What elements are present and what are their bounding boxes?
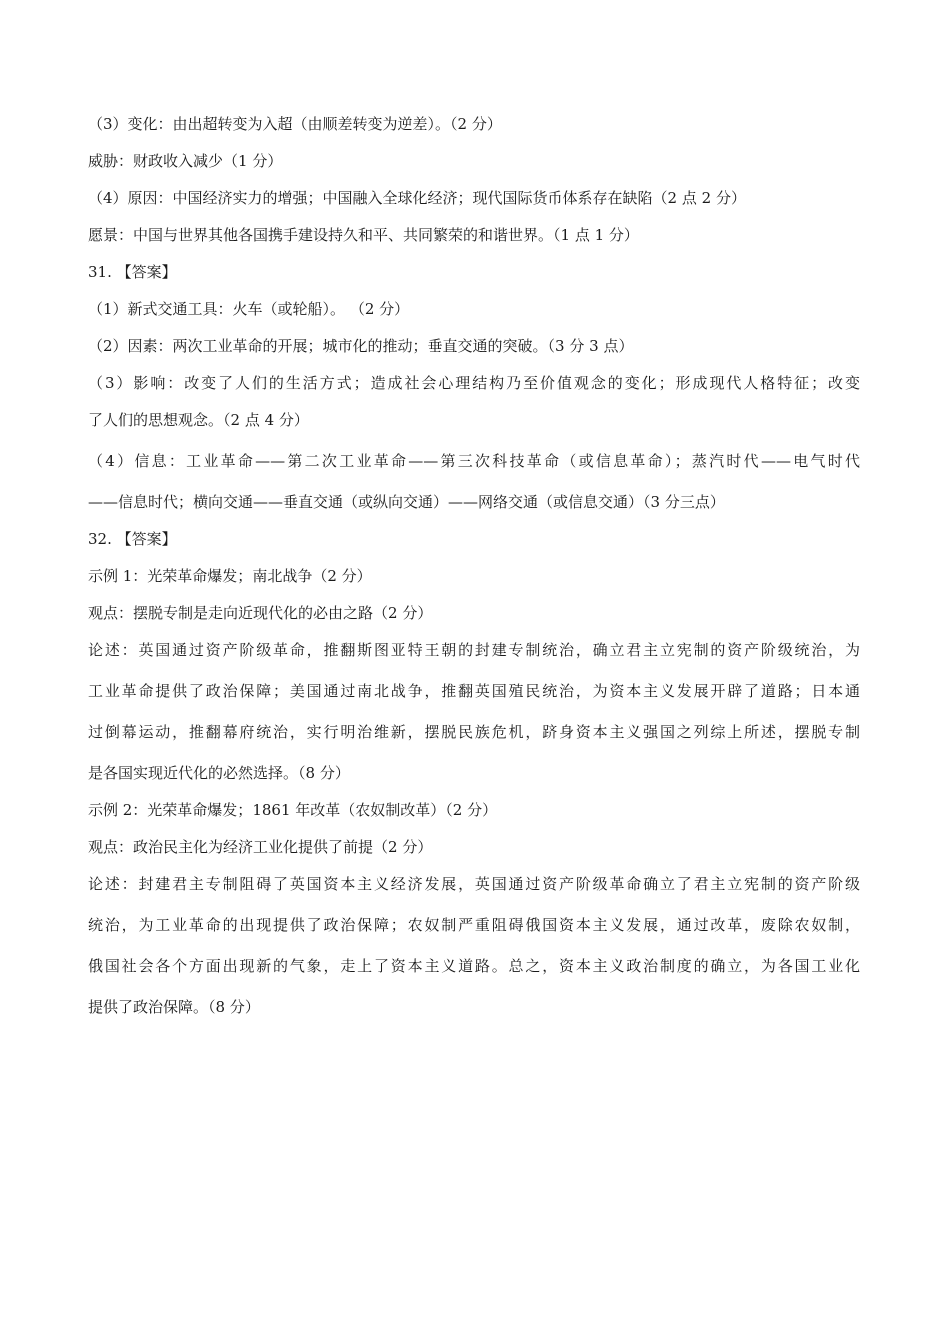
q32-example2-viewpoint: 观点：政治民主化为经济工业化提供了前提（2 分） [88,838,433,856]
q30-4-reason: （4）原因：中国经济实力的增强；中国融入全球化经济；现代国际货币体系存在缺陷（2 点 2 分） [88,189,746,207]
q31-2-factors: （2）因素：两次工业革命的开展；城市化的推动；垂直交通的突破。（3 分 3 点） [88,337,634,355]
q30-4-vision: 愿景：中国与世界其他各国携手建设持久和平、共同繁荣的和谐世界。（1 点 1 分） [88,226,639,244]
q32-example1-viewpoint: 观点：摆脱专制是走向近现代化的必由之路（2 分） [88,604,433,622]
q32-example2-argument-line4: 提供了政治保障。（8 分） [88,998,260,1016]
q32-example2: 示例 2：光荣革命爆发；1861 年改革（农奴制改革）（2 分） [88,801,498,819]
q30-3-change: （3）变化：由出超转变为入超（由顺差转变为逆差）。（2 分） [88,115,502,133]
answer-content [88,114,860,1017]
q31-4-info-line1: （4）信息：工业革命——第二次工业革命——第三次科技革命（或信息革命）；蒸汽时代——电气时代 [88,452,860,470]
q31-3-impact-line2: 了人们的思想观念。（2 点 4 分） [88,411,309,429]
q32-example1-argument-line3: 过倒幕运动，推翻幕府统治，实行明治维新，摆脱民族危机，跻身资本主义强国之列综上所述，摆脱专制 [88,723,860,741]
q30-3-threat: 威胁：财政收入减少（1 分） [88,152,283,170]
q31-4-info-line2: ——信息时代；横向交通——垂直交通（或纵向交通）——网络交通（或信息交通）（3 分三点） [88,493,725,511]
q32-example1: 示例 1：光荣革命爆发；南北战争（2 分） [88,567,372,585]
q32-example1-argument-line4: 是各国实现近代化的必然选择。（8 分） [88,764,350,782]
q31-1-transport: （1）新式交通工具：火车（或轮船）。 （2 分） [88,300,410,318]
q31-3-impact-line1: （3）影响：改变了人们的生活方式；造成社会心理结构乃至价值观念的变化；形成现代人格特征；改变 [88,374,860,392]
q32-heading: 32. 【答案】 [88,530,177,548]
q32-example1-argument-line2: 工业革命提供了政治保障；美国通过南北战争，推翻英国殖民统治，为资本主义发展开辟了道路；日本通 [88,682,860,700]
q32-example2-argument-line1: 论述：封建君主专制阻碍了英国资本主义经济发展，英国通过资产阶级革命确立了君主立宪制的资产阶级 [88,875,860,893]
q31-heading: 31. 【答案】 [88,263,177,281]
q32-example1-argument-line1: 论述：英国通过资产阶级革命，推翻斯图亚特王朝的封建专制统治，确立君主立宪制的资产阶级统治，为 [88,641,860,659]
q32-example2-argument-line2: 统治，为工业革命的出现提供了政治保障；农奴制严重阻碍俄国资本主义发展，通过改革，废除农奴制， [88,916,860,934]
q32-example2-argument-line3: 俄国社会各个方面出现新的气象，走上了资本主义道路。总之，资本主义政治制度的确立，为各国工业化 [88,957,860,975]
